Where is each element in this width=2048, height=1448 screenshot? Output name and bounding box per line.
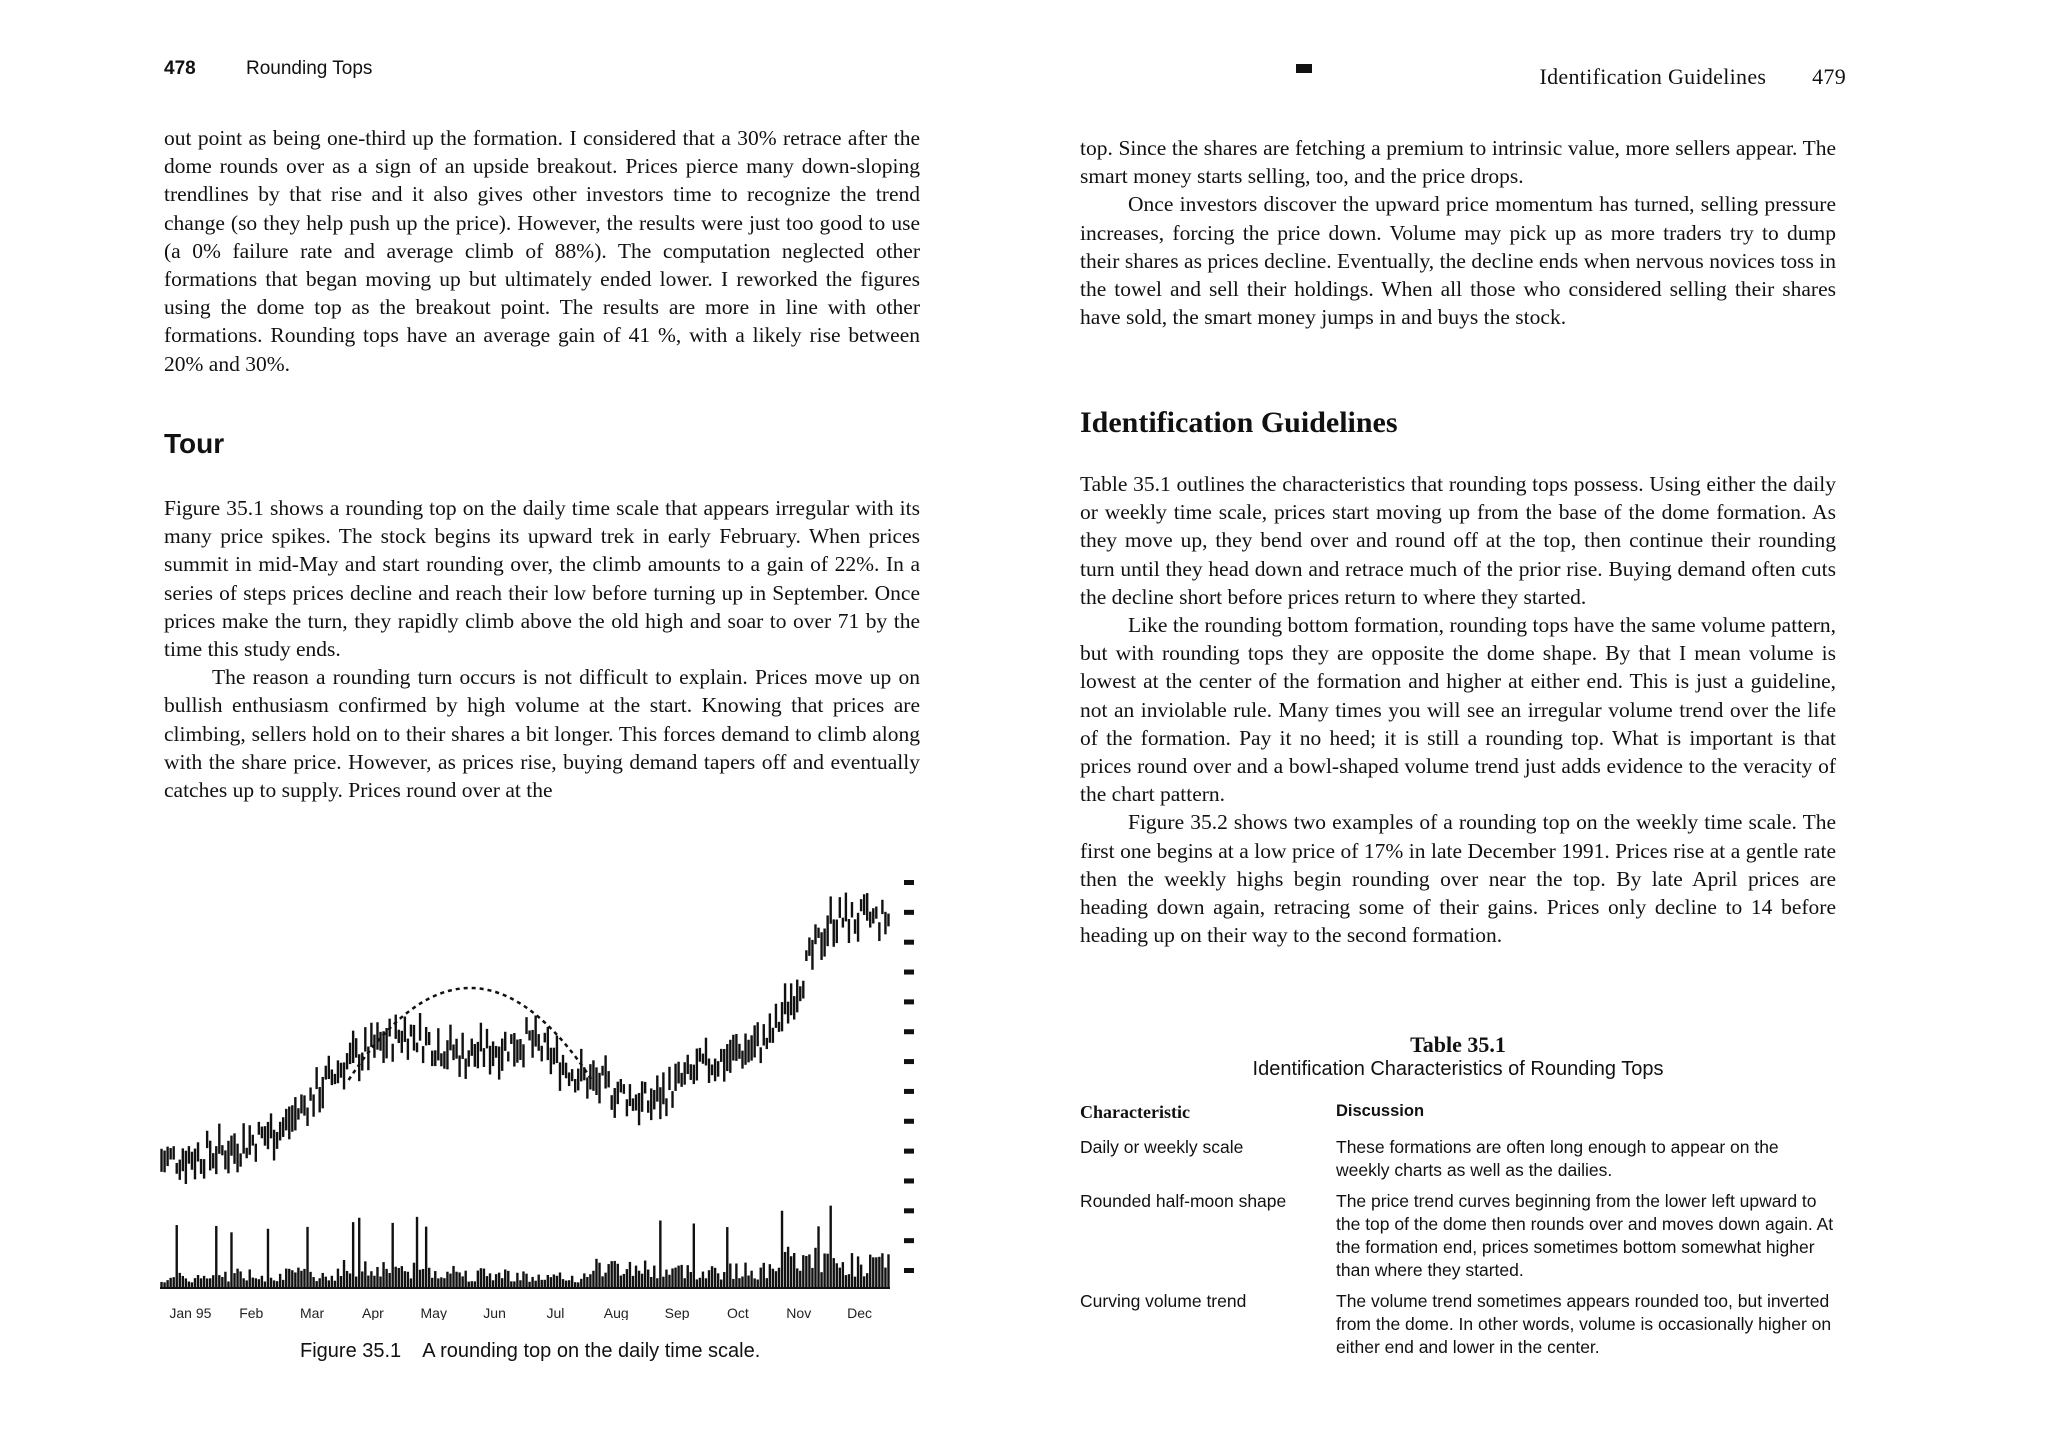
header-mark [1296,64,1312,73]
axis-tick-mark [904,1208,914,1213]
x-tick-label: Sep [664,1305,690,1320]
axis-tick-mark [904,1238,914,1243]
guidelines-paragraph-1: Table 35.1 outlines the characteristics that rounding tops possess. Using either the daily or weekly time scale, prices start moving up from the base of the dome formation. As they move up, they bend over and round off at the top, then continue their rounding turn until they head down and retrace much of the prior rise. Buying demand often cuts the decline short before prices return to where they started. [1080,472,1836,609]
right-running-title: Identification Guidelines [1539,64,1767,89]
left-page-number: 478 [164,58,196,79]
x-tick-label: Feb [239,1305,264,1320]
table-cell-characteristic: Rounded half-moon shape [1080,1191,1287,1211]
x-tick-label: Jan 95 [169,1305,212,1320]
x-tick-label: Mar [300,1305,325,1320]
identification-heading: Identification Guidelines [1080,406,1398,439]
x-tick-label: Nov [786,1305,812,1320]
right-paragraph-2: Once investors discover the upward price momentum has turned, selling pressure increases, forcing the price down. Volume may pick up as more traders try to dump their shares as prices decline. Eventually, the decline ends when nervous novices toss in the towel and sell their holdings. When all those who considered selling their shares have sold, the smart money jumps in and buys the stock. [1080,192,1836,330]
table-number: Table 35.1 [1410,1032,1506,1057]
axis-tick-mark [904,1149,914,1154]
axis-tick-mark [904,970,914,975]
guidelines-paragraph-2: Like the rounding bottom formation, rounding tops have the same volume pattern, but with rounding tops they are opposite the dome shape. By that I mean volume is lowest at the center of the formation and higher at either end. This is just a guideline, not an inviolable rule. Many times you will see an irregular volume trend over the life of the formation. Pay it no heed; it is still a rounding top. What is important is that prices round over and a bowl-shaped volume trend just adds evidence to the veracity of the chart pattern. [1080,613,1836,807]
guidelines-paragraph-3: Figure 35.2 shows two examples of a rounding top on the weekly time scale. The first one begins at a low price of 17% in late December 1991. Prices rise at a gentle rate then the weekly highs begin rounding over near the top. By late April prices are heading down again, retracing some of their gains. Prices only decline to 14 before heading up on their way to the second formation. [1080,810,1836,948]
x-tick-label: Oct [727,1305,749,1320]
x-tick-label: Aug [603,1305,629,1320]
axis-tick-mark [904,1029,914,1034]
tour-paragraph-2: The reason a rounding turn occurs is not difficult to explain. Prices move up on bullish enthusiasm confirmed by high volume at the start. Knowing that prices are climbing, sellers hold on to their shares a bit longer. This forces demand to climb along with the share price. However, as prices rise, buying demand tapers off and eventually catches up to supply. Prices round over at the [164,665,920,803]
table-title: Identification Characteristics of Rounding Tops [1252,1058,1664,1080]
tour-text [164,494,920,804]
right-continuation-text [1080,134,1836,331]
x-tick-label: Jul [546,1305,565,1320]
tour-paragraph-1: Figure 35.1 shows a rounding top on the daily time scale that appears irregular with its many price spikes. The stock begins its upward trek in early February. When prices summit in mid-May and start rounding over, the climb amounts to a gain of 22%. In a series of steps prices decline and reach their low before turning up in September. Once prices make the turn, they rapidly climb above the old high and soar to over 71 by the time this study ends. [164,496,920,662]
axis-tick-mark [904,1178,914,1183]
dome-arc-annotation [349,988,592,1080]
table-cell-discussion: The volume trend sometimes appears rounded too, but inverted from the dome. In other words, volume is occasionally higher on either end and lower in the center. [1336,1291,1832,1357]
right-page-number: 479 [1812,64,1846,89]
price-chart [150,860,930,1320]
x-tick-label: Apr [362,1305,384,1320]
x-tick-label: May [420,1305,447,1320]
figure-caption: Figure 35.1 A rounding top on the daily time scale. [300,1340,761,1362]
right-header [1499,64,1846,90]
table-cell-discussion: The price trend curves beginning from the lower left upward to the top of the dome then rounds over and moves down again. At the formation end, prices sometimes bottom somewhat higher than where they started. [1336,1191,1834,1280]
table-cell-characteristic: Daily or weekly scale [1080,1137,1244,1157]
axis-tick-mark [904,940,914,945]
table-cell-characteristic: Curving volume trend [1080,1291,1247,1311]
axis-tick-mark [904,999,914,1004]
axis-tick-mark [904,1089,914,1094]
continuation-paragraph: top. Since the shares are fetching a premium to intrinsic value, more sellers appear. The smart money starts selling, too, and the price drops. [1080,136,1836,189]
table-header-discussion: Discussion [1336,1102,1425,1120]
axis-tick-mark [904,1059,914,1064]
left-running-title: Rounding Tops [246,58,373,79]
intro-paragraph: out point as being one-third up the formation. I considered that a 30% retrace after the dome rounds over as a sign of an upside breakout. Prices pierce many down-sloping trendlines by that rise and it also gives other investors time to recognize the trend change (so they help push up the price). However, the results were just too good to use (a 0% failure rate and average climb of 88%). The computation neglected other formations that began moving up but ultimately ended lower. I reworked the figures using the dome top as the breakout point. The results are more in line with other formations. Rounding tops have an average gain of 41 %, with a likely rise between 20% and 30%. [164,126,920,376]
table-header-characteristic: Characteristic [1080,1102,1190,1122]
x-tick-label: Dec [847,1305,873,1320]
x-tick-label: Jun [483,1305,506,1320]
axis-tick-mark [904,910,914,915]
left-intro-text [164,124,920,378]
table-cell-discussion: These formations are often long enough to appear on the weekly charts as well as the dailies. [1336,1137,1779,1180]
axis-tick-mark [904,880,914,885]
axis-tick-mark [904,1268,914,1273]
axis-tick-mark [904,1119,914,1124]
tour-heading: Tour [164,428,225,459]
guidelines-text [1080,470,1836,949]
